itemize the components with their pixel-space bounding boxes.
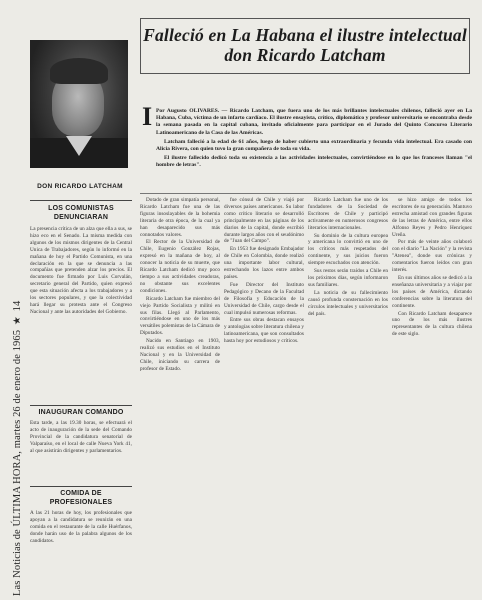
body-paragraph: Fue Director del Instituto Pedagógico y Decano de la Facultad de Filosofía y Educación de la Universidad de Chile, cargo desde el cual impulsó numerosas reformas. [224, 281, 304, 316]
publication-date: martes 26 de enero de 1965 [12, 329, 23, 449]
sidebar-heading-2: INAUGURAN COMANDO [38, 409, 124, 416]
body-paragraph: En sus últimos años se dedicó a la enseñanza universitaria y a viajar por los países de América, dictando conferencias sobre la literatura del continente. [392, 274, 472, 309]
body-paragraph: La noticia de su fallecimiento causó profunda consternación en los círculos intelectuales y universitarios del país. [308, 289, 388, 317]
body-paragraph: En 1953 fue designado Embajador de Chile en Colombia, donde realizó una importante labor cultural, estrechando los lazos entre ambos países. [224, 246, 304, 280]
body-column-1 [140, 197, 220, 597]
body-paragraph: Su dominio de la cultura europea y americana lo convirtió en uno de los críticos más respetados del continente, y sus juicios fueron siempre escuchados con atención. [308, 232, 388, 267]
masthead-strip [2, 0, 23, 600]
body-paragraph: Ricardo Latcham fue miembro del viejo Partido Socialista y militó en sus filas. Llegó al Parlamento, convirtiéndose en uno de los más versátiles polemistas de la Cámara de Diputados. [140, 295, 220, 337]
page-number: 14 [12, 300, 23, 312]
body-column-4 [392, 197, 472, 597]
body-paragraph: El Rector de la Universidad de Chile, Eugenio González Rojas, expresó en la mañana de hoy, al conocer la noticia de su muerte, que Ricardo Latcham dedicó muy poco tiempo a sus actividades creadoras, no obstante sus excelentes condiciones. [140, 239, 220, 294]
sidebar-text-1: La presencia crítica de un alza que ella a sus, se hizo eco en el Senado. La misma medida con algunos de los mismos dirigentes de la Central Unica de Trabajadores, según lo informó en la mañana de hoy el Partido Comunista, en una declaración en la que se denuncia a las compañías que pretenden alzar los precios. El documento fue firmado por Luis Corvalán, secretario general del Partido, quien expresó que esta situación afecta a los trabajadores y a los sectores populares, y que la colectividad hará llegar su protesta ante el Congreso Nacional y ante las autoridades del Gobierno. [30, 226, 132, 315]
body-paragraph: Ricardo Latcham fue uno de los fundadores de la Sociedad de Escritores de Chile y participó activamente en numerosos congresos literarios internacionales. [308, 197, 388, 231]
headline-box [140, 18, 470, 74]
body-column-2 [224, 197, 304, 597]
dropcap: I [142, 102, 153, 131]
body-paragraph: Dotado de gran simpatía personal, Ricardo Latcham fue una de las figuras insoslayables de la bohemia literaria de otra época, de la cual ya han desaparecido sus más connotados valores. [140, 197, 220, 238]
body-column-3 [308, 197, 388, 597]
sidebar-rule [30, 486, 132, 487]
sidebar-text-3: A las 21 horas de hoy, los profesionales que apoyan a la candidatura se reunirán en una comida en el restaurante de la calle Huérfanos, donde harán uso de la palabra algunos de los candidatos. [30, 510, 132, 544]
body-paragraph: Con Ricardo Latcham desaparece uno de los más ilustres representantes de la cultura chilena de este siglo. [392, 310, 472, 338]
sidebar-heading-1: LOS COMUNISTAS DENUNCIARAN [48, 205, 114, 221]
lead-separator [140, 193, 472, 194]
body-paragraph: Entre sus obras destacan ensayos y antologías sobre literatura chilena y latinoamericana, que son consultados hasta hoy por estudiosos y críticos. [224, 317, 304, 345]
sidebar-heading-3: COMIDA DE PROFESIONALES [49, 490, 113, 506]
body-paragraph: fue cónsul de Chile y viajó por diversos países americanos. Su labor como crítico literario se desarrolló principalmente en las páginas de los diarios de la capital, donde escribió durante largos años con el seudónimo de "Juan del Campo". [224, 197, 304, 245]
photo-hair [50, 58, 108, 84]
article-headline: Falleció en La Habana el ilustre intelectual don Ricardo Latcham [143, 25, 467, 65]
sidebar-column [30, 200, 132, 558]
sidebar-rule [30, 405, 132, 406]
body-paragraph: Nacido en Santiago en 1903, realizó sus estudios en el Instituto Nacional y en la Universidad de Chile, iniciando su carrera de profesor de Estado. [140, 338, 220, 372]
lead-paragraph: Por Augusto OLIVARES. — Ricardo Latcham, que fuera uno de los más brillantes intelectuales chilenos, falleció ayer en La Habana, Cuba, víctima de un infarto cardíaco. El ilustre ensayista, crítico, diplomático y profesor universitario se encontraba desde la semana pasada en la capital cubana, invitado oficialmente para participar en el Jurado del Quinto Concurso Literario Latinoamericano de la Casa de las Américas. [156, 108, 472, 136]
lead-paragraph: Latcham falleció a la edad de 61 años, luego de haber cubierto una extraordinaria y fecunda vida intelectual. Era casado con Alicia Rivera, con quien tuvo la gran compañera de toda su vida. [156, 138, 472, 153]
article-lead [156, 108, 472, 172]
masthead-line: Las Noticias de ÚLTIMA HORA, martes 26 de enero de 1965 ★ 14 [12, 300, 23, 596]
publication-name: Las Noticias de ÚLTIMA HORA [12, 453, 23, 596]
portrait-photo [30, 40, 128, 168]
star-icon: ★ [12, 316, 23, 326]
photo-caption: DON RICARDO LATCHAM [37, 183, 123, 190]
body-paragraph: Sus restos serán traídos a Chile en los próximos días, según informaron sus familiares. [308, 268, 388, 288]
body-paragraph: se hizo amigo de todos los escritores de su generación. Mantuvo estrecha amistad con grandes figuras de las letras de América, entre ellos Alfonso Reyes y Pedro Henríquez Ureña. [392, 197, 472, 238]
lead-paragraph: El ilustre fallecido dedicó toda su existencia a las actividades intelectuales, convirtiéndose en lo que los franceses llaman "el hombre de letras". [156, 155, 472, 169]
sidebar-text-2: Esta tarde, a las 19.30 horas, se efectuará el acto de inauguración de la sede del Comando Provincial de la candidatura senatorial de Valparaíso, en el local de calle Nueva York 41, al que asistirán dirigentes y parlamentarios. [30, 420, 132, 454]
body-paragraph: Por más de veinte años colaboró con el diario "La Nación" y la revista "Atenea", donde sus crónicas y comentarios fueron leídos con gran interés. [392, 239, 472, 274]
sidebar-rule [30, 200, 132, 201]
